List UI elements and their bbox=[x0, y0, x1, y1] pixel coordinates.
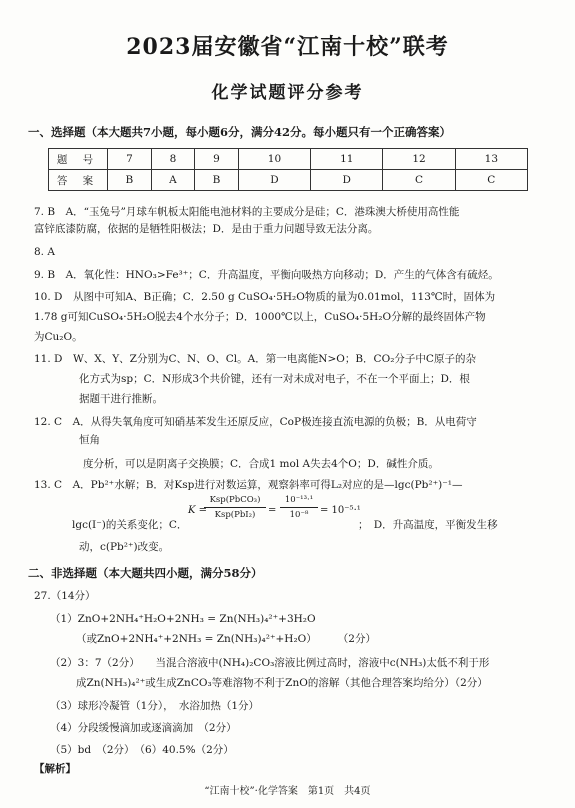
text-line: 度分析，可以是阴离子交换膜；C．合成1 mol A失去4个O；D．碱性介质。 bbox=[83, 458, 439, 470]
formula-k: K = bbox=[188, 505, 208, 516]
text-line: 恒角 bbox=[79, 434, 100, 446]
row-label-number: 题 号 bbox=[49, 149, 108, 170]
text-line: （3）球形冷凝管（1分）， 水浴加热（1分） bbox=[50, 700, 260, 712]
text-line: 12. C A．从得失氧角度可知硝基苯发生还原反应，CoP极连接直流电源的负极；B．从电荷守 bbox=[34, 416, 477, 428]
text-line: （4）分段缓慢滴加或逐滴滴加 （2分） bbox=[50, 722, 237, 734]
table-cell: C bbox=[455, 170, 527, 191]
formula-result: = 10⁻⁵·¹ bbox=[320, 505, 361, 516]
fraction-bar bbox=[204, 507, 266, 508]
text-line: 10. D 从图中可知A、B正确；C．2.50 g CuSO₄·5H₂O物质的量为0.01mol，113℃时，固体为 bbox=[34, 291, 496, 303]
text-line: （5）bd （2分） （6）40.5%（2分） bbox=[50, 744, 234, 756]
text-line: 9. B A．氧化性：HNO₃>Fe³⁺；C．升高温度，平衡向吸热方向移动；D．产生的气体含有硫烃。 bbox=[34, 269, 499, 281]
table-cell: B bbox=[108, 170, 152, 191]
row-label-answer: 答 案 bbox=[49, 170, 108, 191]
table-row-answers bbox=[49, 170, 528, 191]
text-line: ； D．升高温度，平衡发生移 bbox=[358, 519, 498, 531]
text-line: 化方式为sp；C．N形成3个共价键，还有一对未成对电子，不在一个平面上；D．根 bbox=[79, 373, 470, 385]
text-line: 成Zn(NH₃)₄²⁺或生成ZnCO₃等难溶物不利于ZnO的溶解（其他合理答案均给分）（2分） bbox=[76, 677, 488, 689]
page-footer: “江南十校”·化学答案 第1页 共4页 bbox=[204, 786, 371, 797]
table-cell: 12 bbox=[383, 149, 455, 170]
table-cell: 10 bbox=[238, 149, 310, 170]
text-line: 据题干进行推断。 bbox=[79, 393, 163, 405]
text-line: 27.（14分） bbox=[34, 590, 96, 602]
text-line: 13. C A．Pb²⁺水解；B．对Ksp进行对数运算，观察斜率可得L₂对应的是—lgc(Pb²⁺)⁻¹— bbox=[34, 479, 463, 491]
text-line: （或ZnO+2NH₄⁺+2NH₃ = Zn(NH₃)₄²⁺+H₂O） （2分） bbox=[76, 633, 376, 645]
table-cell: D bbox=[311, 170, 383, 191]
text-line: lgc(Ⅰ⁻)的关系变化；C． bbox=[72, 519, 188, 531]
table-cell: 8 bbox=[151, 149, 194, 170]
text-line: （1）ZnO+2NH₄⁺H₂O+2NH₃ = Zn(NH₃)₄²⁺+3H₂O bbox=[50, 613, 316, 625]
fraction-bar bbox=[280, 507, 318, 508]
text-line: 富锌底漆防腐，依据的是牺牲阳极法；D．是由于重力问题导致无法分离。 bbox=[34, 223, 379, 235]
document-subtitle: 化学试题评分参考 bbox=[211, 83, 364, 103]
formula-denominator: Ksp(PbI₂) bbox=[214, 510, 256, 520]
text-line: 1.78 g可知CuSO₄·5H₂O脱去4个水分子；D．1000℃以上，CuSO₄·5H₂O分解的最终固体产物 bbox=[34, 311, 486, 323]
formula-numerator: Ksp(PbCO₃) bbox=[209, 495, 261, 505]
section1-heading: 一、选择题（本大题共7小题，每小题6分，满分42分。每小题只有一个正确答案） bbox=[28, 125, 452, 139]
formula-numerator-value: 10⁻¹³·¹ bbox=[284, 495, 314, 505]
text-line: 7. B A．“玉兔号”月球车帆板太阳能电池材料的主要成分是硅；C．港珠澳大桥使用高性能 bbox=[34, 206, 460, 218]
text-line: 11. D W、X、Y、Z分别为C、N、O、Cl。A．第一电离能N>O；B．CO₂分子中C原子的杂 bbox=[34, 353, 476, 365]
table-cell: A bbox=[151, 170, 194, 191]
table-cell: D bbox=[238, 170, 310, 191]
text-line: 动，c(Pb²⁺)改变。 bbox=[79, 541, 170, 553]
answer-table bbox=[48, 148, 528, 191]
text-line: 为Cu₂O。 bbox=[34, 331, 83, 343]
table-cell: 9 bbox=[195, 149, 239, 170]
ksp-formula: K = Ksp(PbCO₃) Ksp(PbI₂) = 10⁻¹³·¹ 10⁻⁸ = 10⁻⁵·¹ bbox=[188, 495, 361, 520]
table-cell: B bbox=[195, 170, 239, 191]
table-cell: C bbox=[383, 170, 455, 191]
table-cell: 7 bbox=[108, 149, 152, 170]
formula-fraction bbox=[204, 495, 266, 520]
document-title: 2023届安徽省“江南十校”联考 bbox=[126, 34, 449, 60]
section2-heading: 二、非选择题（本大题共四小题，满分58分） bbox=[28, 566, 263, 580]
formula-fraction-values bbox=[280, 495, 318, 520]
table-cell: 11 bbox=[311, 149, 383, 170]
analysis-heading: 【解析】 bbox=[34, 763, 76, 775]
formula-denominator-value: 10⁻⁸ bbox=[289, 510, 309, 520]
text-line: （2）3：7（2分） 当混合溶液中(NH₄)₂CO₃溶液比例过高时，溶液中c(NH₃)太低不利于形 bbox=[50, 657, 490, 669]
table-cell: 13 bbox=[455, 149, 527, 170]
text-line: 8. A bbox=[34, 246, 55, 258]
table-row-numbers bbox=[49, 149, 528, 170]
